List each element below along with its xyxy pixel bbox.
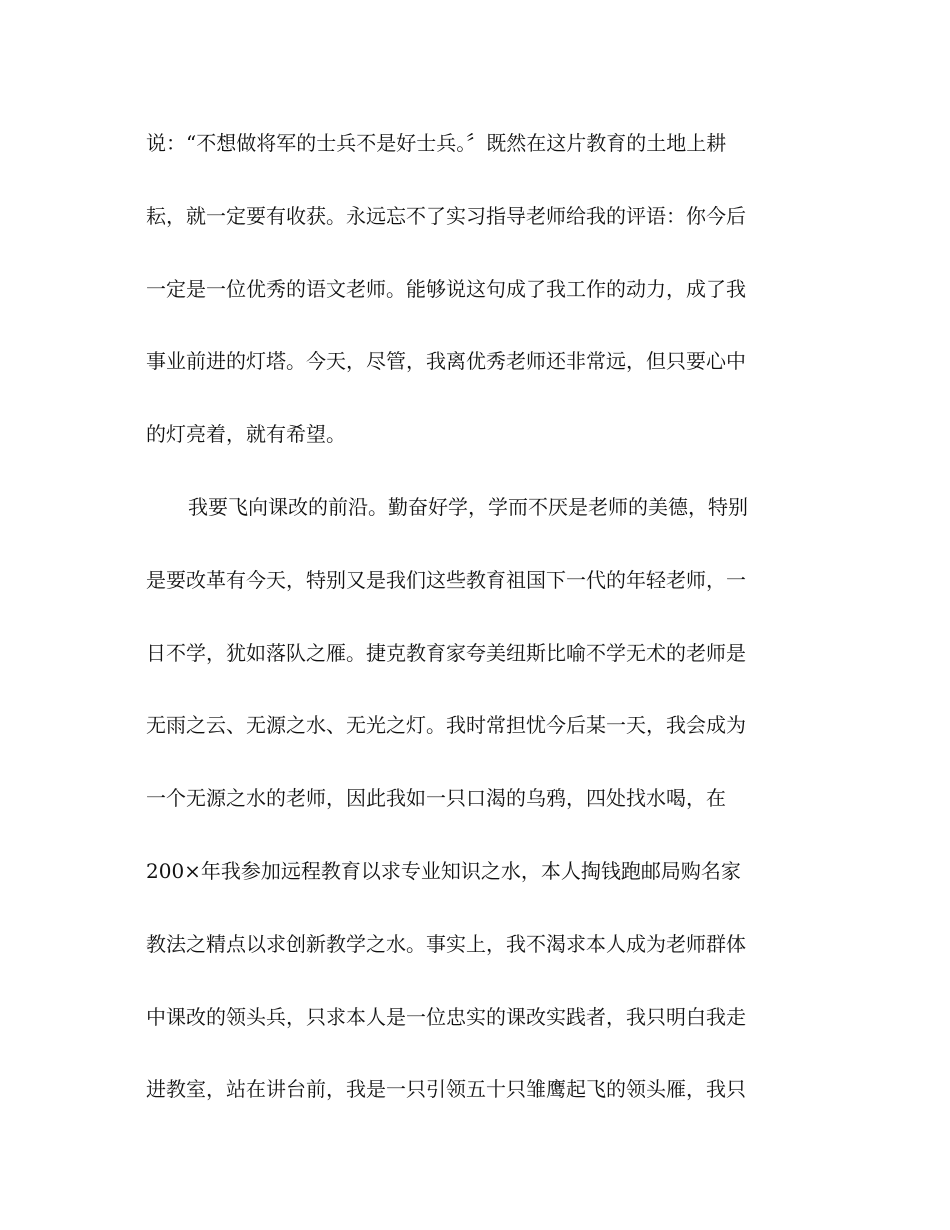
text-line: 无雨之云、无源之水、无光之灯。我时常担忧今后某一天，我会成为 xyxy=(146,713,746,738)
text-line: 一个无源之水的老师，因此我如一只口渴的乌鸦，四处找水喝，在 xyxy=(146,786,726,811)
text-line: 的灯亮着，就有希望。 xyxy=(146,422,346,447)
text-line: 日不学，犹如落队之雁。捷克教育家夸美纽斯比喻不学无术的老师是 xyxy=(146,640,746,665)
text-line: 耘，就一定要有收获。永远忘不了实习指导老师给我的评语：你今后 xyxy=(146,203,746,228)
text-line: 一定是一位优秀的语文老师。能够说这句成了我工作的动力，成了我 xyxy=(146,276,746,301)
body-text xyxy=(146,121,806,1140)
text-line: 教法之精点以求创新教学之水。事实上，我不渴求本人成为老师群体 xyxy=(146,931,746,956)
paragraph-first-line: 我要飞向课改的前沿。勤奋好学，学而不厌是老师的美德，特别 xyxy=(188,494,748,519)
text-line: 事业前进的灯塔。今天，尽管，我离优秀老师还非常远，但只要心中 xyxy=(146,349,746,374)
text-line: 是要改革有今天，特别又是我们这些教育祖国下一代的年轻老师，一 xyxy=(146,567,746,592)
text-line: 进教室，站在讲台前，我是一只引领五十只雏鹰起飞的领头雁，我只 xyxy=(146,1077,746,1102)
text-line: 中课改的领头兵，只求本人是一位忠实的课改实践者，我只明白我走 xyxy=(146,1004,746,1029)
text-line: 200×年我参加远程教育以求专业知识之水，本人掏钱跑邮局购名家 xyxy=(146,858,741,883)
text-line: 说：“不想做将军的士兵不是好士兵。〞既然在这片教育的土地上耕 xyxy=(146,131,727,155)
